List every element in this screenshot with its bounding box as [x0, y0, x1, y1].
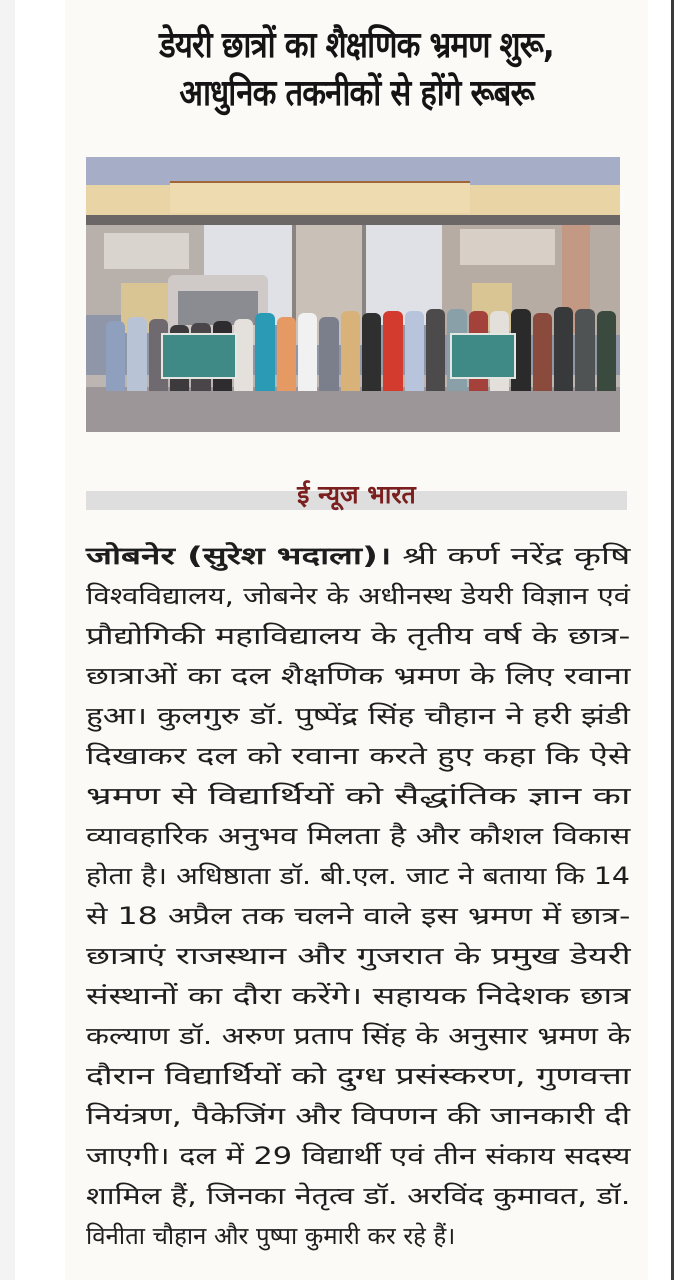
person [277, 317, 296, 391]
headline-line-2: आधुनिक तकनीकों से होंगे रूबरू [179, 73, 534, 114]
body-line: से 18 अप्रैल तक चलने वाले इस भ्रमण में छात्र- [86, 902, 631, 930]
left-margin-strip [0, 0, 15, 1280]
article-body [86, 536, 630, 1256]
banner-right [450, 333, 516, 379]
person [533, 313, 552, 391]
body-line: होता है। अधिष्ठाता डॉ. बी.एल. जाट ने बताया कि 14 [86, 862, 630, 890]
person [255, 313, 274, 391]
banner-left [161, 333, 237, 379]
headline [106, 22, 607, 118]
body-line: विनीता चौहान और पुष्पा कुमारी कर रहे हैं। [86, 1222, 456, 1250]
byline-label: ई न्यूज भारत [297, 480, 416, 509]
group-photo [86, 157, 620, 432]
body-line: संस्थानों का दौरा करेंगे। सहायक निदेशक छात्र [86, 982, 631, 1010]
person [554, 307, 573, 391]
person [597, 311, 616, 391]
column-divider-rule [671, 0, 674, 1280]
body-line: विश्वविद्यालय, जोबनेर के अधीनस्थ डेयरी विज्ञान एवं [86, 582, 630, 610]
headline-line-1: डेयरी छात्रों का शैक्षणिक भ्रमण शुरू, [159, 25, 554, 66]
dateline: जोबनेर (सुरेश भदाला)। [86, 542, 392, 570]
body-line: छात्राओं का दल शैक्षणिक भ्रमण के लिए रवाना [86, 662, 631, 690]
byline [86, 478, 627, 512]
person [426, 309, 445, 391]
person [341, 311, 360, 391]
photo-road [86, 387, 620, 432]
body-line: दिखाकर दल को रवाना करते हुए कहा कि ऐसे [86, 742, 631, 770]
body-line-text: श्री कर्ण नरेंद्र कृषि [402, 542, 631, 570]
body-line: व्यावहारिक अनुभव मिलता है और कौशल विकास [86, 822, 631, 850]
body-line: नियंत्रण, पैकेजिंग और विपणन की जानकारी दी [86, 1102, 630, 1130]
gate-window [460, 229, 555, 265]
person [405, 311, 424, 391]
body-line: जाएगी। दल में 29 विद्यार्थी एवं तीन संकाय सदस्य [86, 1142, 631, 1170]
person [127, 317, 146, 391]
gate-window [104, 233, 189, 269]
person [575, 309, 594, 391]
person [106, 321, 125, 391]
body-line: दौरान विद्यार्थियों को दुग्ध प्रसंस्करण, गुणवत्ता [86, 1062, 631, 1090]
body-line [86, 536, 630, 576]
body-line: कल्याण डॉ. अरुण प्रताप सिंह के अनुसार भ्रमण के [86, 1022, 631, 1050]
body-line: हुआ। कुलगुरु डॉ. पुष्पेंद्र सिंह चौहान ने हरी झंडी [86, 702, 630, 730]
body-line: प्रौद्योगिकी महाविद्यालय के तृतीय वर्ष के छात्र- [86, 622, 631, 650]
person [362, 313, 381, 391]
gate-beam-center [170, 181, 470, 213]
person [319, 317, 338, 391]
body-line: शामिल हैं, जिनका नेतृत्व डॉ. अरविंद कुमावत, डॉ. [86, 1182, 631, 1210]
person [383, 311, 402, 391]
gate-shadow [86, 215, 620, 225]
body-line: भ्रमण से विद्यार्थियों को सैद्धांतिक ज्ञान का [86, 782, 631, 810]
person [298, 313, 317, 391]
body-line: छात्राएं राजस्थान और गुजरात के प्रमुख डेयरी [86, 942, 631, 970]
